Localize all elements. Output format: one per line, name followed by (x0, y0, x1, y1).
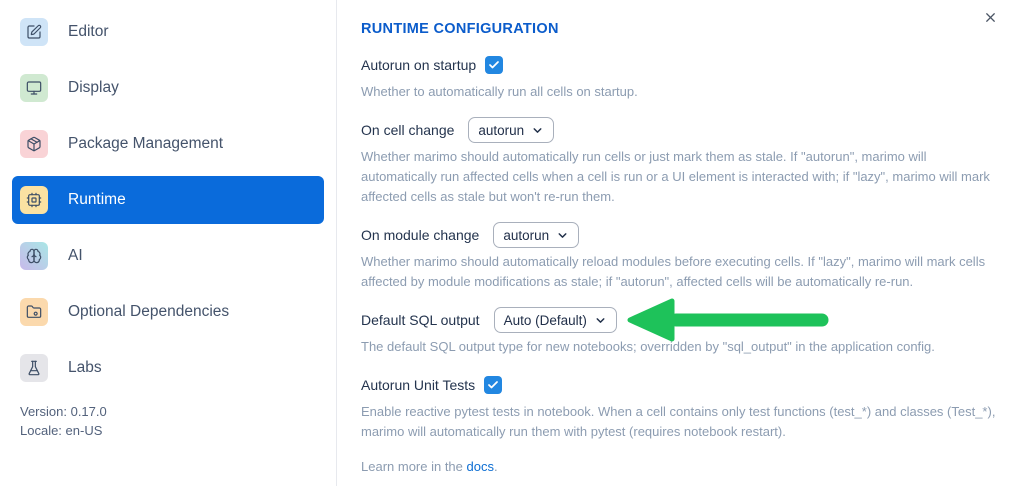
sidebar-item-display[interactable] (12, 64, 324, 112)
sidebar-item-optional-dependencies[interactable] (12, 288, 324, 336)
green-arrow-left-icon (622, 298, 834, 342)
field-description: Whether marimo should automatically run cells or just mark them as stale. If "autorun", marimo will automatically run affected cells when a cell is run or a UI element is interacted with; if "lazy", marimo will mark affected cells as stale but won't re-run them. (361, 149, 990, 204)
default-sql-output-select[interactable] (494, 307, 617, 333)
check-icon (487, 379, 499, 391)
check-icon (488, 59, 500, 71)
sidebar-item-editor[interactable] (12, 8, 324, 56)
field-label: Autorun on startup (361, 57, 477, 73)
sidebar-item-label: Runtime (68, 191, 126, 208)
field-description: Enable reactive pytest tests in notebook. When a cell contains only test functions (test_*) and classes (Test_*), marimo will automatically run them with pytest (requires notebook restart). (361, 404, 996, 439)
learn-more-line (361, 457, 1004, 477)
cpu-icon (20, 186, 48, 214)
chevron-down-icon (594, 314, 607, 327)
select-value: autorun (503, 227, 550, 243)
sidebar-item-package-management[interactable] (12, 120, 324, 168)
field-label: Autorun Unit Tests (361, 377, 476, 393)
field-description: Whether to automatically run all cells on startup. (361, 84, 638, 99)
chevron-down-icon (531, 124, 544, 137)
on-module-change-select[interactable] (493, 222, 579, 248)
chevron-down-icon (556, 229, 569, 242)
field-description: The default SQL output type for new notebooks; overridden by "sql_output" in the application config. (361, 339, 935, 354)
field-label: On module change (361, 227, 480, 243)
sidebar-item-label: AI (68, 247, 83, 264)
field-autorun-unit-tests (361, 372, 1004, 442)
field-on-cell-change (361, 117, 1004, 207)
monitor-icon (20, 74, 48, 102)
settings-sidebar (0, 0, 337, 486)
sidebar-item-label: Labs (68, 359, 102, 376)
footer-text: Learn more in the (361, 459, 467, 474)
locale-text: Locale: en-US (20, 423, 103, 438)
brain-icon (20, 242, 48, 270)
package-icon (20, 130, 48, 158)
sidebar-item-ai[interactable] (12, 232, 324, 280)
field-on-module-change (361, 222, 1004, 292)
close-button[interactable] (981, 8, 1000, 27)
autorun-unit-tests-checkbox[interactable] (484, 376, 502, 394)
select-value: Auto (Default) (503, 312, 587, 328)
select-value: autorun (478, 122, 525, 138)
runtime-configuration-panel (337, 0, 1014, 486)
autorun-on-startup-checkbox[interactable] (485, 56, 503, 74)
docs-link[interactable]: docs (466, 459, 494, 474)
field-autorun-on-startup (361, 52, 1004, 102)
close-icon (983, 10, 998, 25)
panel-title: RUNTIME CONFIGURATION (361, 21, 559, 37)
version-text: Version: 0.17.0 (20, 404, 107, 419)
field-description: Whether marimo should automatically reload modules before executing cells. If "lazy", marimo will mark cells affected by module modifications as stale; if "autorun", affected cells will be automatically re-run. (361, 254, 986, 289)
field-label: On cell change (361, 122, 455, 138)
flask-icon (20, 354, 48, 382)
field-label: Default SQL output (361, 312, 480, 328)
sidebar-item-label: Package Management (68, 135, 224, 152)
square-pen-icon (20, 18, 48, 46)
sidebar-item-label: Optional Dependencies (68, 303, 230, 320)
on-cell-change-select[interactable] (468, 117, 554, 143)
footer-suffix: . (493, 459, 498, 474)
field-default-sql-output (361, 307, 1004, 357)
folder-dot-icon (20, 298, 48, 326)
sidebar-item-runtime[interactable] (12, 176, 324, 224)
sidebar-item-label: Editor (68, 23, 109, 40)
sidebar-item-labs[interactable] (12, 344, 324, 392)
sidebar-item-label: Display (68, 79, 119, 96)
